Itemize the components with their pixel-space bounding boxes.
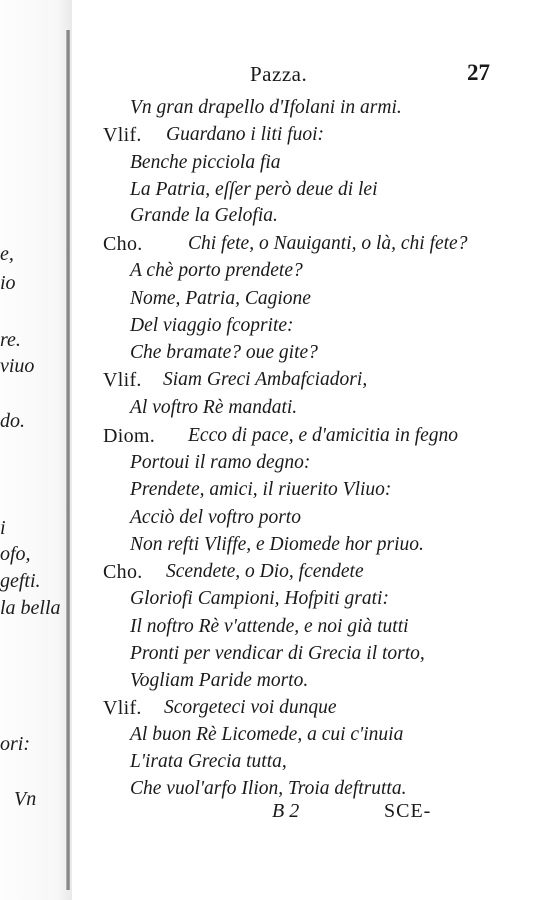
speaker-label: Cho.	[103, 561, 143, 583]
signature-mark: B 2	[272, 800, 300, 822]
page-gutter	[0, 0, 72, 900]
verse-text-line: Ecco di pace, e d'amicitia in fegno	[188, 425, 459, 446]
verse-text-line: La Patria, eſſer però deue di lei	[130, 179, 378, 200]
verse-text-line: Scendete, o Dio, fcendete	[166, 561, 364, 582]
verse-text-line: Chi fete, o Nauiganti, o là, chi fete?	[188, 233, 468, 254]
verse-text-line: Scorgeteci voi dunque	[164, 697, 337, 718]
verse-text-line: Pronti per vendicar di Grecia il torto,	[130, 643, 425, 664]
page-header	[250, 62, 490, 92]
prev-page-fragment: gefti.	[0, 570, 41, 592]
prev-page-fragment: la bella	[0, 597, 61, 619]
prev-page-fragment: io	[0, 272, 16, 294]
verse-text-line: Vn gran drapello d'Ifolani in armi.	[130, 97, 402, 118]
running-title: Pazza.	[250, 62, 308, 86]
verse-text-line: Siam Greci Ambafciadori,	[163, 369, 368, 390]
verse-text-line: Al voftro Rè mandati.	[130, 397, 298, 418]
prev-page-fragment: ofo,	[0, 543, 31, 565]
verse-text-line: Del viaggio fcoprite:	[130, 315, 294, 336]
verse-text-line: Acciò del voftro porto	[130, 507, 301, 528]
prev-page-fragment: Vn	[14, 788, 37, 810]
verse-text-line: Prendete, amici, il riuerito Vliuo:	[130, 479, 392, 500]
speaker-label: Cho.	[103, 233, 143, 255]
verse-text-line: Non refti Vliffe, e Diomede hor priuo.	[130, 534, 424, 555]
verse-text-line: Grande la Gelofia.	[130, 205, 278, 226]
prev-page-fragment: e,	[0, 243, 14, 265]
prev-page-fragment: do.	[0, 410, 25, 432]
verse-text-line: Benche picciola fia	[130, 152, 281, 173]
verse-text-line: Che vuol'arfo Ilion, Troia deftrutta.	[130, 778, 407, 799]
speaker-label: Vlif.	[103, 697, 142, 719]
speaker-label: Vlif.	[103, 124, 142, 146]
verse-text-line: Portoui il ramo degno:	[130, 452, 311, 473]
prev-page-fragment: viuo	[0, 355, 35, 377]
verse-text-line: Al buon Rè Licomede, a cui c'inuia	[130, 724, 404, 745]
verse-text-line: Il noftro Rè v'attende, e noi già tutti	[130, 616, 409, 637]
verse-text-line: L'irata Grecia tutta,	[130, 751, 287, 772]
catchword: SCE-	[384, 800, 432, 822]
speaker-label: Vlif.	[103, 369, 142, 391]
page-footer	[272, 800, 472, 830]
speaker-label: Diom.	[103, 425, 156, 447]
prev-page-fragment: re.	[0, 329, 21, 351]
verse-text-line: Gloriofi Campioni, Hofpiti grati:	[130, 588, 389, 609]
verse-text-line: Nome, Patria, Cagione	[130, 288, 311, 309]
verse-text-line: Vogliam Paride morto.	[130, 670, 309, 691]
verse-text-line: Guardano i liti fuoi:	[166, 124, 324, 145]
verse-text-line: Che bramate? oue gite?	[130, 342, 318, 363]
binding-fold	[66, 30, 70, 890]
page-number: 27	[467, 60, 490, 85]
prev-page-fragment: ori:	[0, 733, 30, 755]
prev-page-fragment: i	[0, 517, 6, 539]
verse-text-line: A chè porto prendete?	[130, 260, 303, 281]
